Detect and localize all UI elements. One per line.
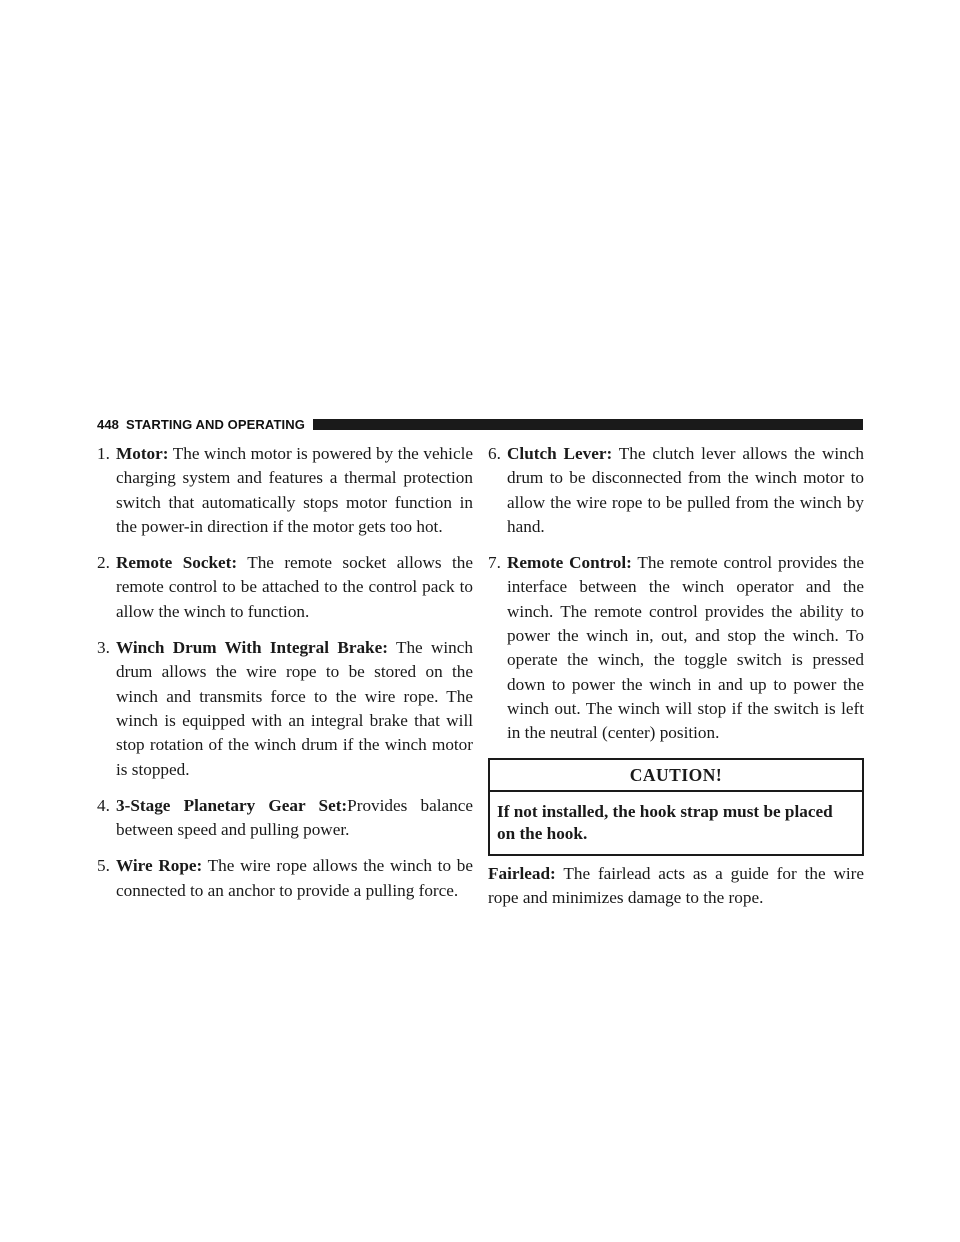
item-text: The winch motor is powered by the vehicle charging system and features a thermal protection switch that automatically stops motor function in the power-in direction if the motor gets too hot. xyxy=(116,444,473,536)
page-number: 448 xyxy=(97,416,119,432)
caution-text: If not installed, the hook strap must be placed on the hook. xyxy=(497,801,833,844)
fairlead-text: The fairlead acts as a guide for the wire rope and minimizes damage to the rope. xyxy=(488,863,864,908)
item-body xyxy=(116,794,473,843)
item-term: 3-Stage Planetary Gear Set: xyxy=(116,795,348,815)
item-text: The wire rope allows the winch to be connected to an anchor to provide a pulling force. xyxy=(116,856,473,900)
item-text: The remote socket allows the remote control to be attached to the control pack to allow the winch to function. xyxy=(116,553,473,621)
item-text: The remote control provides the interface between the winch operator and the winch. The remote control provides the ability to power the winch in, out, and stop the winch. To operate the winch, the toggle switch is pressed down to power the winch in and up to power the winch out. The winch will stop if the switch is left in the neutral (center) position. xyxy=(507,553,864,743)
item-number: 6. xyxy=(488,444,501,463)
item-term: Wire Rope: xyxy=(116,856,203,876)
item-text: The clutch lever allows the winch drum to be disconnected from the winch motor to allow the wire rope to be pulled from the winch by hand. xyxy=(507,444,864,536)
item-body xyxy=(116,551,473,624)
item-body xyxy=(116,854,473,903)
list-item-winch-drum xyxy=(97,636,473,782)
item-body xyxy=(116,636,473,782)
item-number: 3. xyxy=(97,638,110,658)
item-number: 4. xyxy=(97,795,110,815)
item-number: 5. xyxy=(97,856,110,876)
caution-title: CAUTION! xyxy=(490,760,862,792)
list-item-remote-socket xyxy=(97,551,473,624)
left-column xyxy=(97,442,473,915)
item-term: Remote Socket: xyxy=(116,553,238,573)
list-item-clutch-lever xyxy=(488,442,864,539)
item-body xyxy=(116,442,473,539)
fairlead-paragraph xyxy=(488,862,864,911)
list-item-remote-control xyxy=(488,551,864,745)
item-text: Provides balance between speed and pulling power. xyxy=(116,795,473,840)
item-text: The winch drum allows the wire rope to be stored on the winch and transmits force to the wire rope. The winch is equipped with an integral brake that will stop rotation of the winch drum if the winch motor is stopped. xyxy=(116,638,473,779)
list-item-motor xyxy=(97,442,473,539)
item-number: 7. xyxy=(488,553,501,573)
item-term: Motor: xyxy=(116,444,169,463)
item-term: Clutch Lever: xyxy=(507,444,613,463)
right-column xyxy=(488,442,864,910)
caution-box xyxy=(488,758,864,856)
header-rule xyxy=(313,419,863,430)
item-term: Remote Control: xyxy=(507,553,632,573)
item-number: 2. xyxy=(97,553,110,573)
fairlead-term: Fairlead: xyxy=(488,863,556,883)
item-number: 1. xyxy=(97,444,110,463)
item-body xyxy=(507,442,864,539)
section-title: STARTING AND OPERATING xyxy=(126,416,305,432)
list-item-wire-rope xyxy=(97,854,473,903)
item-term: Winch Drum With Integral Brake: xyxy=(116,638,388,658)
page-header xyxy=(97,417,863,431)
list-item-planetary-gear xyxy=(97,794,473,843)
item-body xyxy=(507,551,864,745)
